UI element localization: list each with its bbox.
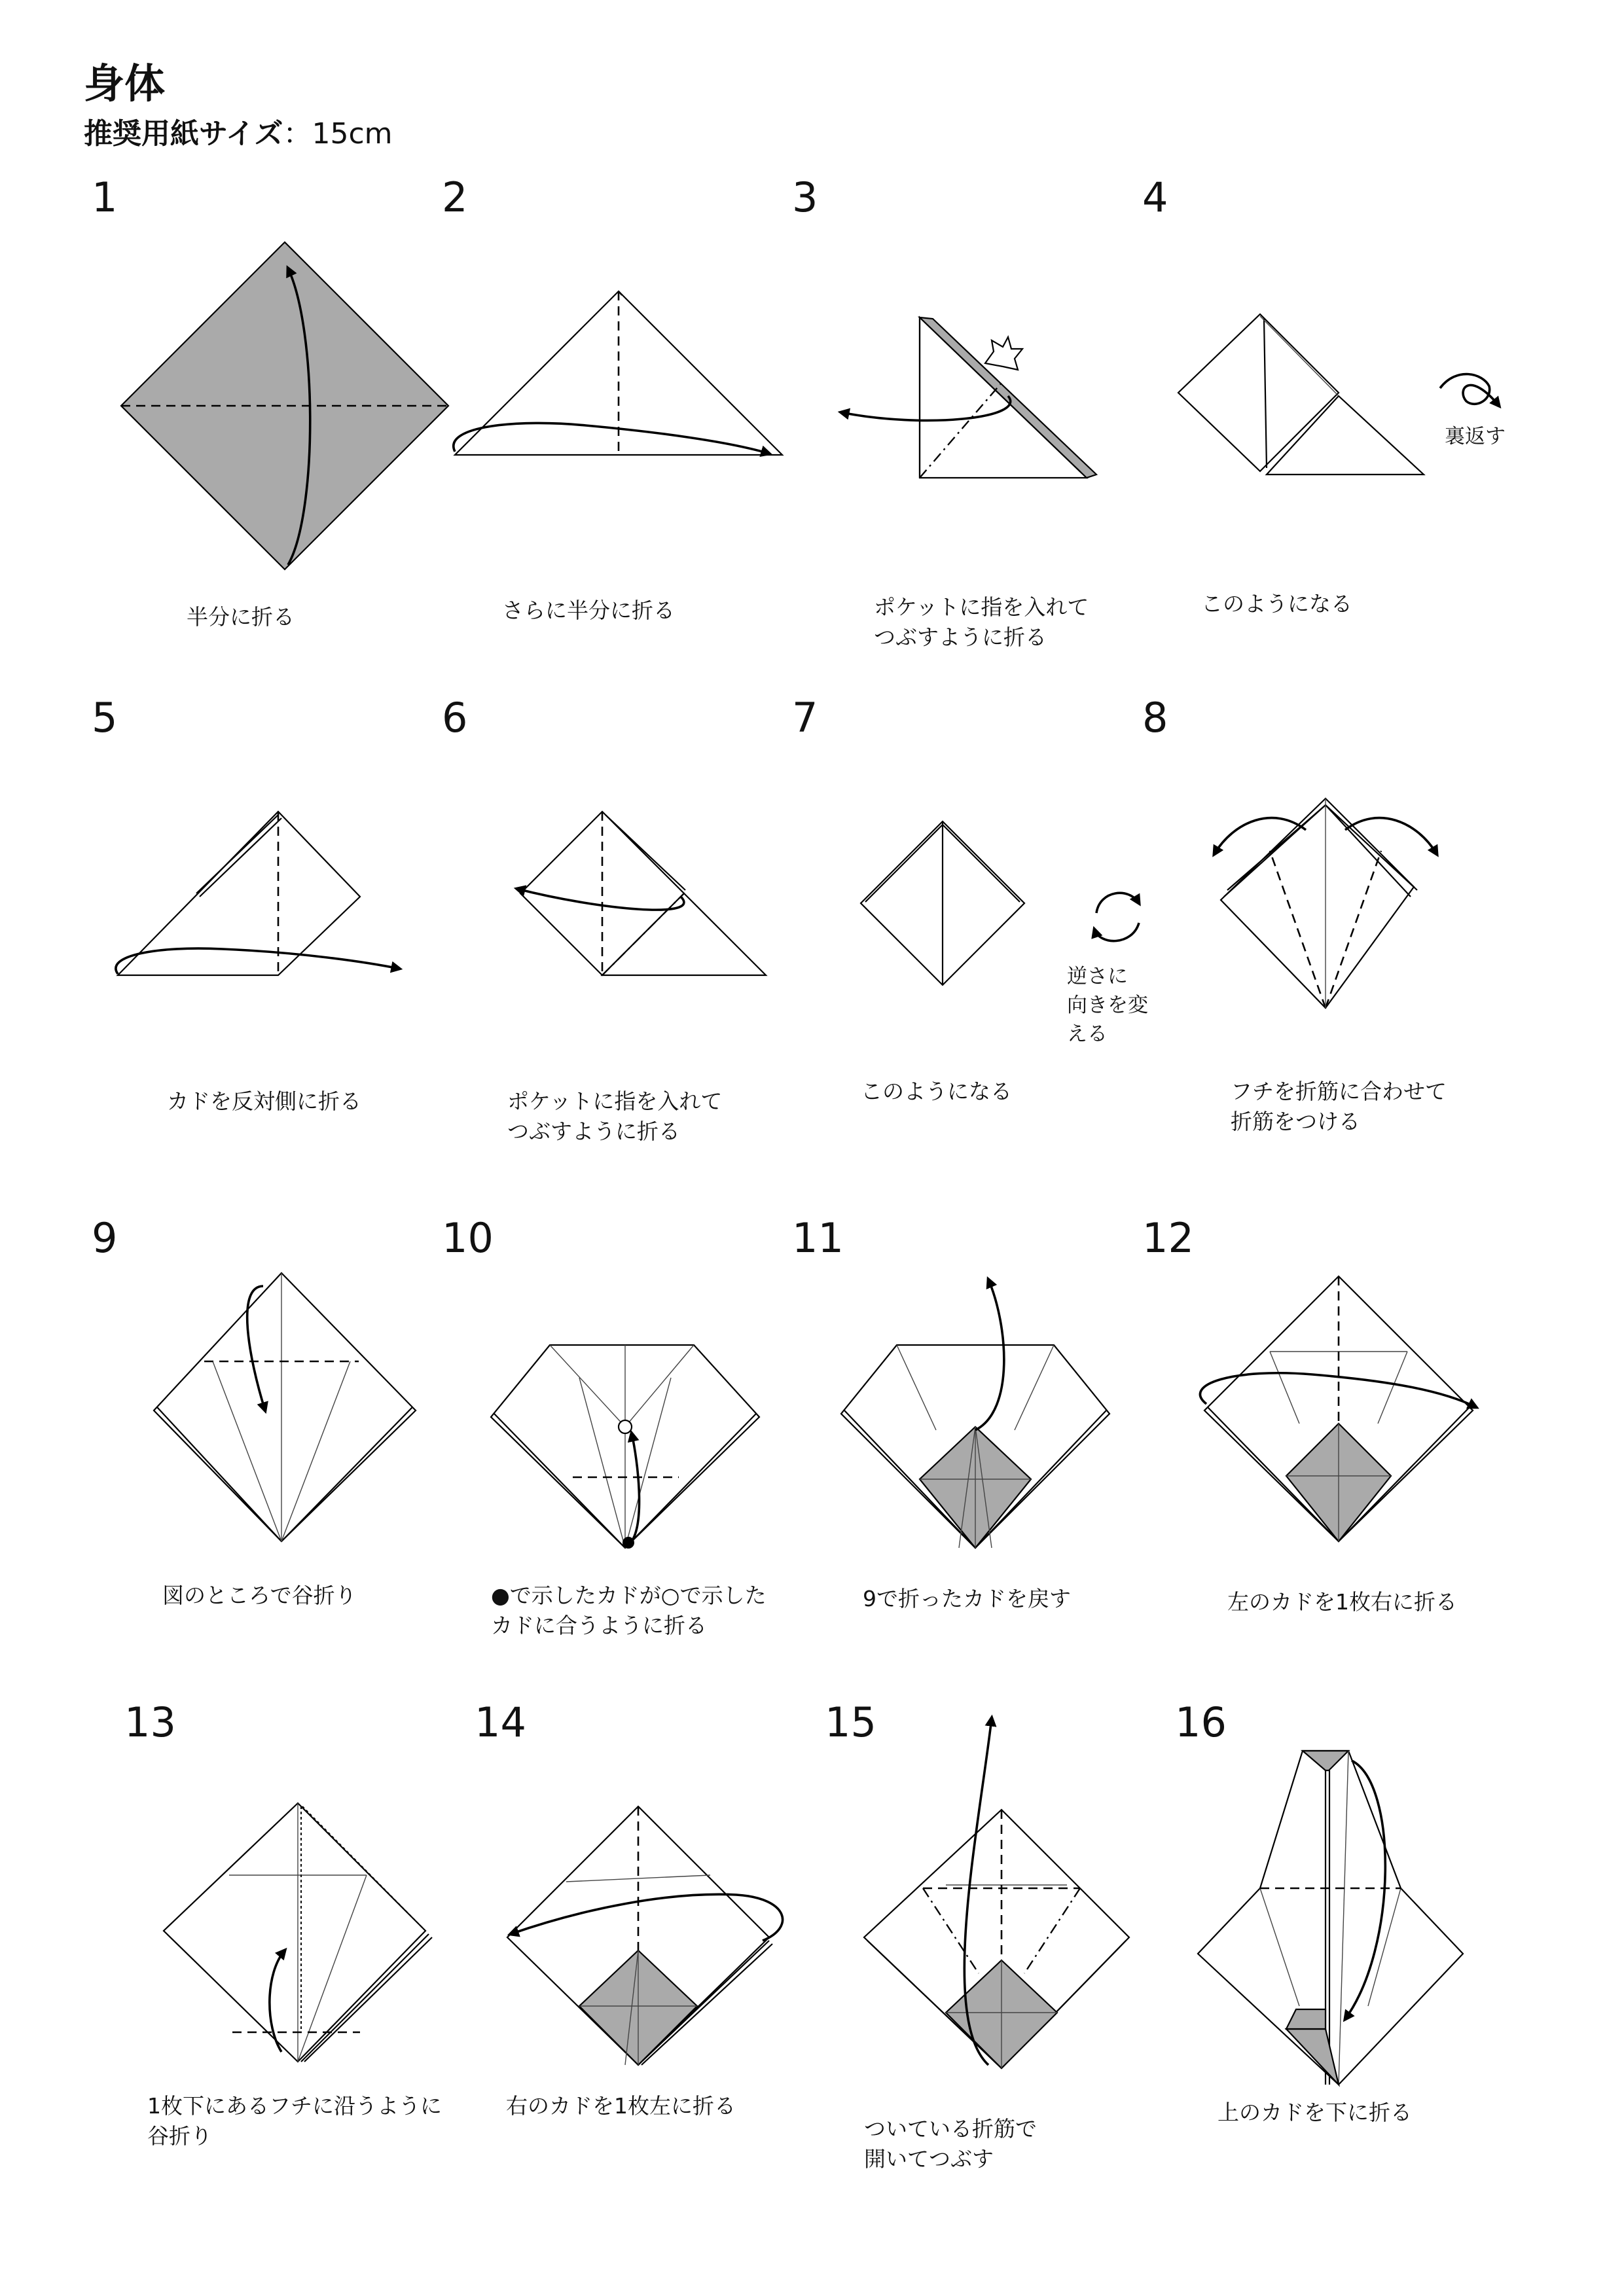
step-1	[92, 173, 458, 671]
rotate-note: 逆さに 向きを変える	[1067, 965, 1148, 1046]
step-caption: ポケットに指を入れて つぶすように折る	[874, 594, 1089, 650]
step-number: 3	[792, 173, 818, 221]
paper-size-value: 15cm	[312, 117, 393, 151]
step-12-diagram	[1142, 1214, 1509, 1712]
step-caption: 左のカドを1枚右に折る	[1227, 1589, 1457, 1615]
step-13	[124, 1698, 491, 2196]
step-number: 11	[792, 1214, 844, 1262]
step-number: 9	[92, 1214, 118, 1262]
step-caption: 上のカドを下に折る	[1218, 2100, 1412, 2125]
paper-size	[84, 110, 393, 152]
step-9-diagram	[92, 1214, 458, 1712]
step-4	[1142, 173, 1509, 671]
step-number: 10	[442, 1214, 494, 1262]
step-caption: このようになる	[1201, 591, 1352, 617]
step-caption: ●で示したカドが○で示した カドに合うように折る	[491, 1583, 767, 1638]
step-caption: カドを反対側に折る	[167, 1088, 361, 1114]
step-5-diagram	[92, 694, 458, 1191]
step-number: 8	[1142, 694, 1168, 742]
step-number: 6	[442, 694, 468, 742]
step-11-diagram	[792, 1214, 1159, 1712]
step-14-diagram	[475, 1698, 841, 2196]
page-title: 身体	[84, 60, 166, 107]
step-number: 2	[442, 173, 468, 221]
step-number: 12	[1142, 1214, 1194, 1262]
flip-note: 裏返す	[1445, 425, 1506, 448]
step-number: 13	[124, 1698, 176, 1746]
step-8	[1142, 694, 1509, 1191]
step-3	[792, 173, 1159, 671]
step-number: 14	[475, 1698, 526, 1746]
step-10	[442, 1214, 808, 1712]
step-caption: 9で折ったカドを戻す	[863, 1586, 1071, 1611]
step-number: 5	[92, 694, 118, 742]
step-14	[475, 1698, 841, 2196]
step-number: 7	[792, 694, 818, 742]
step-number: 4	[1142, 173, 1168, 221]
step-11	[792, 1214, 1159, 1712]
step-number: 16	[1175, 1698, 1227, 1746]
step-15	[825, 1698, 1191, 2196]
step-caption: このようになる	[861, 1079, 1012, 1104]
paper-size-separator: ：	[283, 117, 312, 151]
step-6	[442, 694, 808, 1191]
step-2	[442, 173, 808, 671]
step-caption: 図のところで谷折り	[162, 1583, 357, 1608]
step-7	[792, 694, 1159, 1191]
step-caption: 半分に折る	[187, 604, 295, 630]
step-1-diagram	[92, 173, 458, 671]
step-caption: さらに半分に折る	[502, 598, 675, 623]
step-caption: フチを折筋に合わせて 折筋をつける	[1231, 1079, 1447, 1134]
step-number: 15	[825, 1698, 876, 1746]
step-caption: ついている折筋で 開いてつぶす	[864, 2116, 1037, 2172]
step-7-diagram	[792, 694, 1159, 1191]
step-16	[1175, 1698, 1542, 2196]
step-12	[1142, 1214, 1509, 1712]
step-number: 1	[92, 173, 118, 221]
step-caption: 1枚下にあるフチに沿うように 谷折り	[147, 2093, 442, 2149]
step-9	[92, 1214, 458, 1712]
paper-size-label: 推奨用紙サイズ	[84, 117, 283, 151]
step-caption: 右のカドを1枚左に折る	[506, 2093, 736, 2119]
step-caption: ポケットに指を入れて つぶすように折る	[507, 1088, 723, 1144]
step-5	[92, 694, 458, 1191]
